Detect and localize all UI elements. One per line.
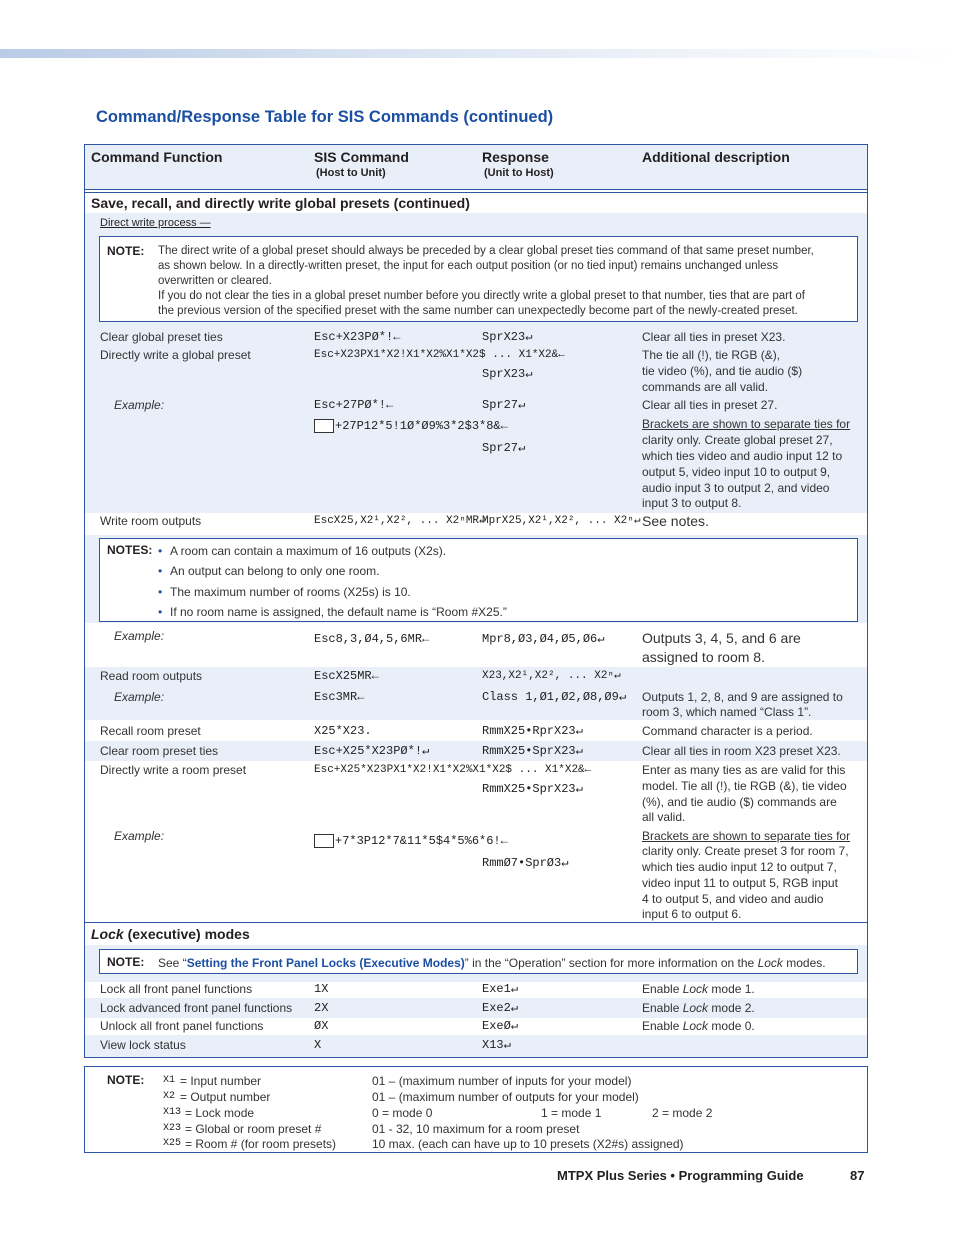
cmd-unlock-all: ØX	[314, 1019, 329, 1033]
func-lock-all: Lock all front panel functions	[100, 982, 253, 996]
resp-room-example: Mpr8,Ø3,Ø4,Ø5,Ø6↵	[482, 632, 605, 646]
escape-key-box	[314, 419, 334, 433]
table-header	[85, 145, 867, 190]
direct-write-subhead: Direct write process —	[100, 217, 211, 229]
desc-line: commands are all valid.	[642, 380, 769, 394]
example-label: Example:	[114, 629, 165, 643]
cmd-recall-room: X25*X23.	[314, 724, 372, 738]
desc-clear-global: Clear all ties in preset X23.	[642, 330, 786, 344]
desc-line: Brackets are shown to separate ties for	[642, 829, 851, 843]
desc-line: 4 to output 5, and video and audio	[642, 892, 824, 906]
header-double-rule	[85, 189, 867, 193]
resp-recall-room: RmmX25•RprX23↵	[482, 724, 583, 738]
desc-lock-advanced: Enable Lock mode 2.	[642, 1001, 755, 1015]
resp-view-lock: X13↵	[482, 1038, 511, 1052]
header-additional-description: Additional description	[642, 149, 790, 165]
note-label: NOTE:	[107, 244, 145, 258]
var-value: 0 = mode 0	[372, 1106, 433, 1120]
var-value: 1 = mode 1	[541, 1106, 602, 1120]
desc-line: room 3, which named “Class 1”.	[642, 705, 812, 719]
resp-clear-room: RmmX25•SprX23↵	[482, 744, 583, 758]
lock-note-text: See “Setting the Front Panel Locks (Executive Modes)” in the “Operation” section for more information on the Lock modes.	[158, 956, 826, 970]
cmd-example-clear: Esc+27PØ*!←	[314, 398, 394, 412]
header-response: Response	[482, 149, 549, 165]
header-host-to-unit: (Host to Unit)	[316, 167, 386, 179]
cmd-write-room-example: +7*3P12*7&11*5$4*5%6*6!←	[335, 834, 508, 848]
cmd-clear-global: Esc+X23PØ*!←	[314, 330, 401, 344]
note-item: If no room name is assigned, the default name is “Room #X25.”	[170, 605, 507, 619]
func-recall-room: Recall room preset	[100, 724, 201, 738]
top-gradient-bar	[0, 49, 954, 58]
var-value: 01 – (maximum number of inputs for your model)	[372, 1074, 632, 1088]
func-unlock-all: Unlock all front panel functions	[100, 1019, 264, 1033]
var-name: X2	[163, 1091, 176, 1102]
bullet-icon: •	[158, 544, 163, 558]
cmd-write-room-outputs: EscX25,X2¹,X2², ... X2ⁿMR↵	[314, 515, 486, 527]
page-title: Command/Response Table for SIS Commands (continued)	[96, 108, 554, 126]
var-name: X13	[163, 1107, 182, 1118]
cmd-write-global: Esc+X23PX1*X2!X1*X2%X1*X2$ ... X1*X2&←	[314, 349, 565, 361]
desc-line: The tie all (!), tie RGB (&),	[642, 348, 781, 362]
desc-line: Outputs 3, 4, 5, and 6 are	[642, 630, 801, 646]
desc-lock-all: Enable Lock mode 1.	[642, 982, 755, 996]
func-read-room: Read room outputs	[100, 669, 203, 683]
var-definition: = Input number	[180, 1074, 262, 1088]
func-lock-advanced: Lock advanced front panel functions	[100, 1001, 293, 1015]
var-name: X25	[163, 1138, 182, 1149]
var-name: X1	[163, 1075, 176, 1086]
desc-recall-room: Command character is a period.	[642, 724, 813, 738]
var-definition: = Room # (for room presets)	[185, 1137, 337, 1151]
cmd-read-example: Esc3MR←	[314, 690, 365, 704]
section-divider	[85, 922, 867, 923]
note-item: An output can belong to only one room.	[170, 564, 380, 578]
desc-line: all valid.	[642, 810, 686, 824]
variables-note	[84, 1066, 868, 1153]
desc-write-room-outputs: See notes.	[642, 513, 709, 529]
header-sis-command: SIS Command	[314, 149, 409, 165]
note-item: The maximum number of rooms (X25s) is 10.	[170, 585, 411, 599]
desc-example-clear: Clear all ties in preset 27.	[642, 398, 778, 412]
func-clear-global: Clear global preset ties	[100, 330, 223, 344]
desc-line: assigned to room 8.	[642, 649, 765, 665]
desc-line: Brackets are shown to separate ties for	[642, 417, 851, 431]
desc-line: input 3 to output 8.	[642, 496, 742, 510]
resp-write-room-example: RmmØ7•SprØ3↵	[482, 856, 569, 870]
room-notes	[99, 538, 858, 622]
direct-write-note	[99, 236, 858, 322]
func-write-room-outputs: Write room outputs	[100, 514, 202, 528]
desc-line: which ties video and audio input 12 to	[642, 449, 843, 463]
note-label: NOTE:	[107, 955, 145, 969]
desc-line: audio input 3 to output 2, and video	[642, 481, 830, 495]
func-write-global: Directly write a global preset	[100, 348, 251, 362]
cmd-room-example: Esc8,3,Ø4,5,6MR←	[314, 632, 430, 646]
bullet-icon: •	[158, 564, 163, 578]
header-unit-to-host: (Unit to Host)	[484, 167, 554, 179]
bullet-icon: •	[158, 585, 163, 599]
lock-note	[99, 949, 858, 974]
var-value: 2 = mode 2	[652, 1106, 713, 1120]
note-line: The direct write of a global preset should always be preceded by a clear global preset ties command of that same preset number,	[158, 245, 814, 257]
var-definition: = Output number	[180, 1090, 271, 1104]
var-value: 01 – (maximum number of outputs for your model)	[372, 1090, 639, 1104]
desc-line: clarity only. Create preset 3 for room 7,	[642, 844, 849, 858]
lock-section-link[interactable]: Setting the Front Panel Locks (Executive Modes)	[186, 956, 465, 970]
note-line: as shown below. In a directly-written preset, the input for each output position (or no tied input) remains unchanged unless	[158, 260, 779, 272]
header-command-function: Command Function	[91, 149, 223, 165]
resp-clear-global: SprX23↵	[482, 330, 533, 344]
cmd-lock-all: 1X	[314, 982, 329, 996]
desc-line: tie video (%), and tie audio ($)	[642, 364, 803, 378]
desc-unlock-all: Enable Lock mode 0.	[642, 1019, 755, 1033]
bullet-icon: •	[158, 605, 163, 619]
section-title-lock: Lock (executive) modes	[91, 926, 250, 942]
desc-line: clarity only. Create global preset 27,	[642, 433, 833, 447]
resp-example-clear: Spr27↵	[482, 398, 526, 412]
cmd-read-room: EscX25MR←	[314, 669, 379, 683]
var-definition: = Global or room preset #	[185, 1122, 322, 1136]
resp-write-global: SprX23↵	[482, 367, 533, 381]
resp-write-room: RmmX25•SprX23↵	[482, 782, 583, 796]
resp-read-room: X23,X2¹,X2², ... X2ⁿ↵	[482, 670, 621, 682]
resp-write-room-outputs: MprX25,X2¹,X2², ... X2ⁿ↵	[482, 515, 641, 527]
resp-lock-all: Exe1↵	[482, 982, 519, 996]
note-label: NOTE:	[107, 1073, 145, 1087]
lock-band	[85, 1035, 867, 1057]
var-value: 01 - 32, 10 maximum for a room preset	[372, 1122, 580, 1136]
section-title-presets: Save, recall, and directly write global presets (continued)	[91, 195, 470, 211]
var-name: X23	[163, 1123, 182, 1134]
resp-unlock-all: ExeØ↵	[482, 1019, 519, 1033]
cmd-write-room: Esc+X25*X23PX1*X2!X1*X2%X1*X2$ ... X1*X2&←	[314, 764, 592, 776]
example-label: Example:	[114, 690, 165, 704]
var-value: 10 max. (each can have up to 10 presets (X2#s) assigned)	[372, 1137, 684, 1151]
func-write-room: Directly write a room preset	[100, 763, 247, 777]
notes-label: NOTES:	[107, 543, 153, 557]
note-item: A room can contain a maximum of 16 outputs (X2s).	[170, 544, 447, 558]
escape-key-box	[314, 834, 334, 848]
cmd-view-lock: X	[314, 1038, 322, 1052]
desc-line: video input 11 to output 5, RGB input	[642, 876, 838, 890]
note-line: the previous version of the specified preset with the same number can unexpectedly become part of the newly-created preset.	[158, 305, 798, 317]
func-view-lock: View lock status	[100, 1038, 186, 1052]
desc-line: model. Tie all (!), tie RGB (&), tie video	[642, 779, 847, 793]
resp-example-write: Spr27↵	[482, 441, 526, 455]
page-number: 87	[850, 1168, 865, 1183]
resp-lock-advanced: Exe2↵	[482, 1001, 519, 1015]
footer-guide-title: MTPX Plus Series • Programming Guide	[557, 1168, 804, 1183]
cmd-clear-room: Esc+X25*X23PØ*!↵	[314, 744, 430, 758]
desc-line: which ties audio input 12 to output 7,	[642, 860, 837, 874]
desc-line: Enter as many ties as are valid for this	[642, 763, 846, 777]
var-definition: = Lock mode	[185, 1106, 255, 1120]
note-line: overwritten or cleared.	[158, 275, 272, 287]
cmd-lock-advanced: 2X	[314, 1001, 329, 1015]
desc-clear-room: Clear all ties in room X23 preset X23.	[642, 744, 841, 758]
desc-line: input 6 to output 6.	[642, 907, 742, 921]
example-label: Example:	[114, 398, 165, 412]
func-clear-room: Clear room preset ties	[100, 744, 219, 758]
note-line: If you do not clear the ties in a global preset number before you directly write a global preset to that number, ties that are part of	[158, 290, 805, 302]
desc-line: Outputs 1, 2, 8, and 9 are assigned to	[642, 690, 843, 704]
cmd-example-write: +27P12*5!1Ø*Ø9%3*2$3*8&←	[335, 419, 508, 433]
desc-line: output 5, video input 10 to output 9,	[642, 465, 831, 479]
desc-line: (%), and tie audio ($) commands are	[642, 795, 837, 809]
example-label: Example:	[114, 829, 165, 843]
resp-read-example: Class 1,Ø1,Ø2,Ø8,Ø9↵	[482, 690, 627, 704]
